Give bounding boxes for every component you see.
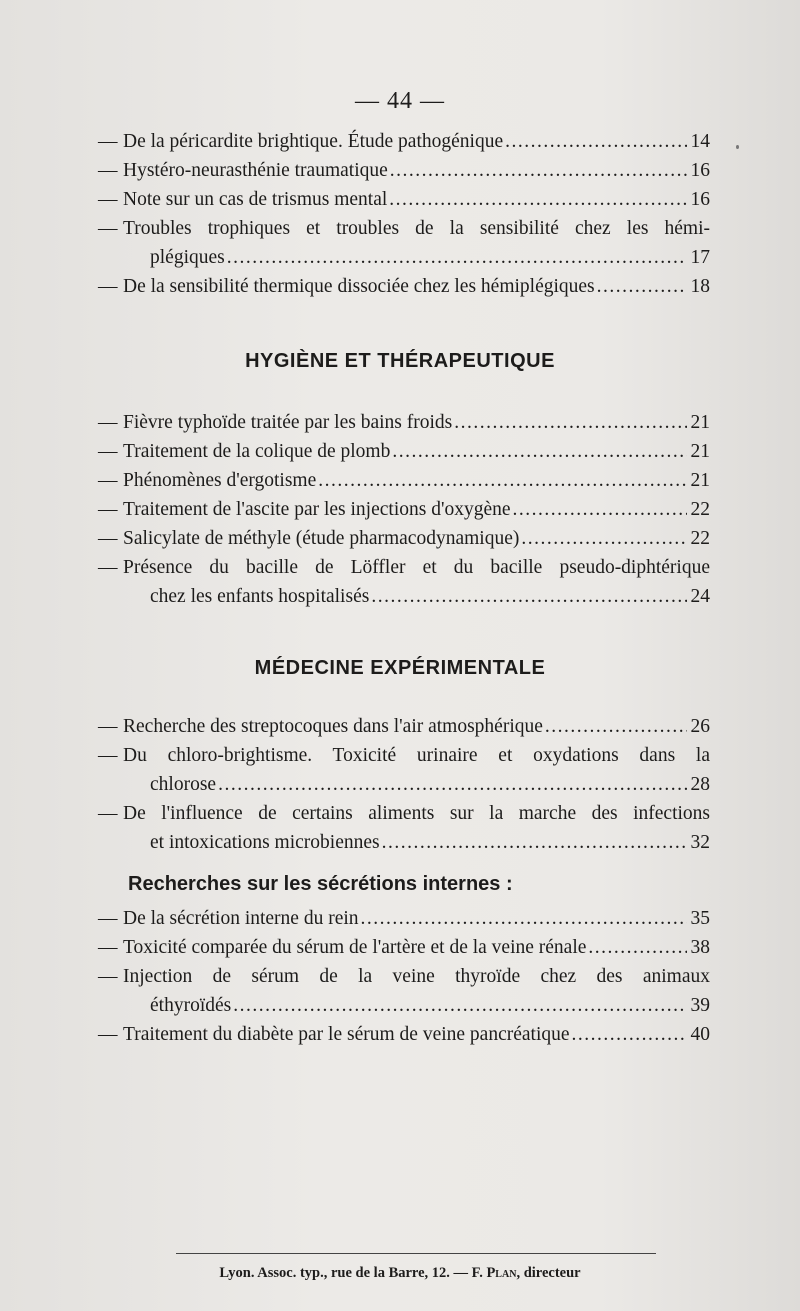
toc-entry [98,156,710,185]
entry-dash: — [98,189,118,210]
toc-entry [98,933,710,962]
entry-title-line1: De l'influence de certains aliments sur la marche des infections [123,803,710,824]
toc-entry-line1 [98,214,710,243]
toc-section-hygiene [98,408,710,611]
entry-title-line1: Injection de sérum de la veine thyroïde chez des animaux [123,966,710,987]
entry-title: Traitement de la colique de plomb [123,441,391,462]
imprint-name: Plan [486,1265,517,1281]
imprint-prefix: Lyon. Assoc. typ., rue de la Barre, 12. — F. [219,1265,487,1281]
entry-page: 16 [690,189,710,210]
entry-title-line2: plégiques [150,247,225,268]
entry-title-line1: Du chloro-brightisme. Toxicité urinaire et oxydations dans la [123,745,710,766]
entry-dash: — [98,937,118,958]
entry-page: 38 [690,937,710,958]
section-heading-hygiene: HYGIÈNE ET THÉRAPEUTIQUE [245,350,555,372]
entry-dash: — [98,966,118,987]
entry-page: 21 [690,470,710,491]
entry-dash: — [98,528,118,549]
dot-leader [597,272,687,301]
section-heading-secretions: Recherches sur les sécrétions internes : [128,873,513,895]
entry-page: 17 [690,247,710,268]
dot-leader [521,524,686,553]
entry-dash: — [98,412,118,433]
footer-rule [176,1253,656,1254]
toc-entry [98,408,710,437]
toc-entry [98,243,710,272]
entry-title: Fièvre typhoïde traitée par les bains froids [123,412,453,433]
entry-title: De la péricardite brightique. Étude pathogénique [123,131,504,152]
toc-entry [98,272,710,301]
entry-page: 28 [690,774,710,795]
entry-dash: — [98,745,118,766]
entry-title-line2: éthyroïdés [150,995,232,1016]
dot-leader [361,904,687,933]
dot-leader [318,466,686,495]
toc-entry [98,437,710,466]
dot-leader [389,185,686,214]
dot-leader [233,991,686,1020]
entry-page: 22 [690,499,710,520]
entry-page: 18 [690,276,710,297]
entry-title-line1: Troubles trophiques et troubles de la sensibilité chez les hémi- [123,218,710,239]
toc-entry [98,582,710,611]
dot-leader [572,1020,687,1049]
dot-leader [218,770,686,799]
entry-dash: — [98,470,118,491]
entry-title: Traitement de l'ascite par les injections d'oxygène [123,499,511,520]
dot-leader [227,243,687,272]
entry-page: 35 [690,908,710,929]
entry-page: 22 [690,528,710,549]
toc-entry [98,712,710,741]
imprint-suffix: , directeur [516,1265,581,1281]
dot-leader [588,933,686,962]
entry-title-line1: Présence du bacille de Löffler et du bacille pseudo-diphtérique [123,557,710,578]
entry-title: Toxicité comparée du sérum de l'artère et de la veine rénale [123,937,587,958]
toc-entry-line1 [98,741,710,770]
dot-leader [382,828,687,857]
printer-imprint [0,1265,800,1282]
print-speck [736,145,739,149]
entry-title: Hystéro-neurasthénie traumatique [123,160,388,181]
toc-section-secretions [98,904,710,1049]
entry-title: Recherche des streptocoques dans l'air atmosphérique [123,716,543,737]
entry-page: 40 [690,1024,710,1045]
entry-page: 26 [690,716,710,737]
toc-entry [98,185,710,214]
entry-title: Note sur un cas de trismus mental [123,189,388,210]
entry-title: Salicylate de méthyle (étude pharmacodynamique) [123,528,520,549]
dot-leader [505,127,686,156]
toc-entry-line1 [98,553,710,582]
page-number: — 44 — [355,88,445,114]
toc-entry [98,127,710,156]
section-heading-medecine: MÉDECINE EXPÉRIMENTALE [254,657,546,679]
toc-entry [98,495,710,524]
toc-entry-line1 [98,962,710,991]
entry-dash: — [98,276,118,297]
toc-section-medecine [98,712,710,857]
toc-entry [98,1020,710,1049]
entry-dash: — [98,716,118,737]
toc-entry [98,524,710,553]
entry-dash: — [98,160,118,181]
dot-leader [392,437,686,466]
dot-leader [390,156,687,185]
entry-title: Phénomènes d'ergotisme [123,470,317,491]
entry-dash: — [98,441,118,462]
entry-title: Traitement du diabète par le sérum de veine pancréatique [123,1024,570,1045]
entry-dash: — [98,1024,118,1045]
toc-entry-line1 [98,799,710,828]
entry-page: 39 [690,995,710,1016]
toc-entry [98,770,710,799]
toc-entry [98,904,710,933]
dot-leader [454,408,686,437]
dot-leader [545,712,687,741]
entry-page: 21 [690,412,710,433]
entry-title-line2: et intoxications microbiennes [150,832,380,853]
entry-dash: — [98,218,118,239]
entry-dash: — [98,908,118,929]
entry-page: 16 [690,160,710,181]
entry-title: De la sécrétion interne du rein [123,908,359,929]
toc-section-general [98,127,710,301]
dot-leader [513,495,687,524]
entry-page: 32 [690,832,710,853]
entry-page: 21 [690,441,710,462]
entry-dash: — [98,499,118,520]
entry-page: 14 [690,131,710,152]
toc-entry [98,991,710,1020]
entry-title: De la sensibilité thermique dissociée chez les hémiplégiques [123,276,595,297]
entry-dash: — [98,557,118,578]
entry-dash: — [98,131,118,152]
toc-entry [98,466,710,495]
dot-leader [371,582,686,611]
entry-page: 24 [690,586,710,607]
entry-title-line2: chlorose [150,774,217,795]
toc-entry [98,828,710,857]
entry-title-line2: chez les enfants hospitalisés [150,586,370,607]
entry-dash: — [98,803,118,824]
